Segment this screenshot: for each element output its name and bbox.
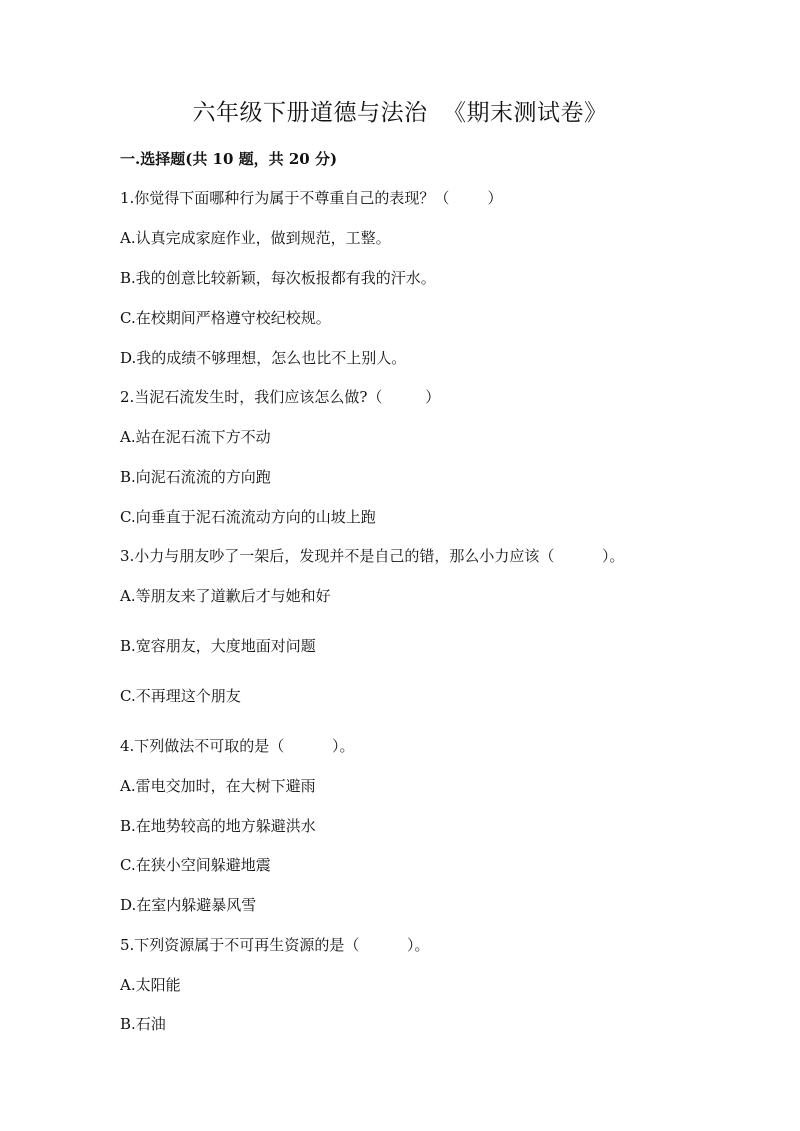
question-3-option-a: A.等朋友来了道歉后才与她和好 [120, 587, 331, 605]
question-1-stem: 1.你觉得下面哪种行为属于不尊重自己的表现？（ ） [120, 189, 503, 207]
question-5-option-a: A.太阳能 [120, 976, 181, 994]
question-4-option-c: C.在狭小空间躲避地震 [120, 856, 271, 874]
question-4-stem: 4.下列做法不可取的是（ ）。 [120, 737, 355, 755]
question-2-option-b: B.向泥石流流的方向跑 [120, 468, 271, 486]
question-2-option-c: C.向垂直于泥石流流动方向的山坡上跑 [120, 508, 376, 526]
question-3-option-c: C.不再理这个朋友 [120, 687, 241, 705]
question-1-option-a: A.认真完成家庭作业，做到规范，工整。 [120, 229, 391, 247]
question-4-option-d: D.在室内躲避暴风雪 [120, 896, 257, 914]
question-1-option-b: B.我的创意比较新颖，每次板报都有我的汗水。 [120, 269, 436, 287]
question-5-option-b: B.石油 [120, 1015, 166, 1033]
question-1-option-d: D.我的成绩不够理想，怎么也比不上别人。 [120, 349, 407, 367]
question-2-stem: 2.当泥石流发生时，我们应该怎么做?（ ） [120, 388, 441, 406]
question-3-stem: 3.小力与朋友吵了一架后，发现并不是自己的错，那么小力应该（ ）。 [120, 547, 625, 565]
question-2-option-a: A.站在泥石流下方不动 [120, 428, 271, 446]
page-title: 六年级下册道德与法治 《期末测试卷》 [192, 100, 608, 126]
question-4-option-b: B.在地势较高的地方躲避洪水 [120, 817, 316, 835]
question-3-option-b: B.宽容朋友，大度地面对问题 [120, 637, 316, 655]
question-4-option-a: A.雷电交加时，在大树下避雨 [120, 777, 316, 795]
section-heading: 一.选择题(共 10 题，共 20 分) [120, 150, 338, 168]
question-1-option-c: C.在校期间严格遵守校纪校规。 [120, 309, 331, 327]
question-5-stem: 5.下列资源属于不可再生资源的是（ ）。 [120, 936, 430, 954]
